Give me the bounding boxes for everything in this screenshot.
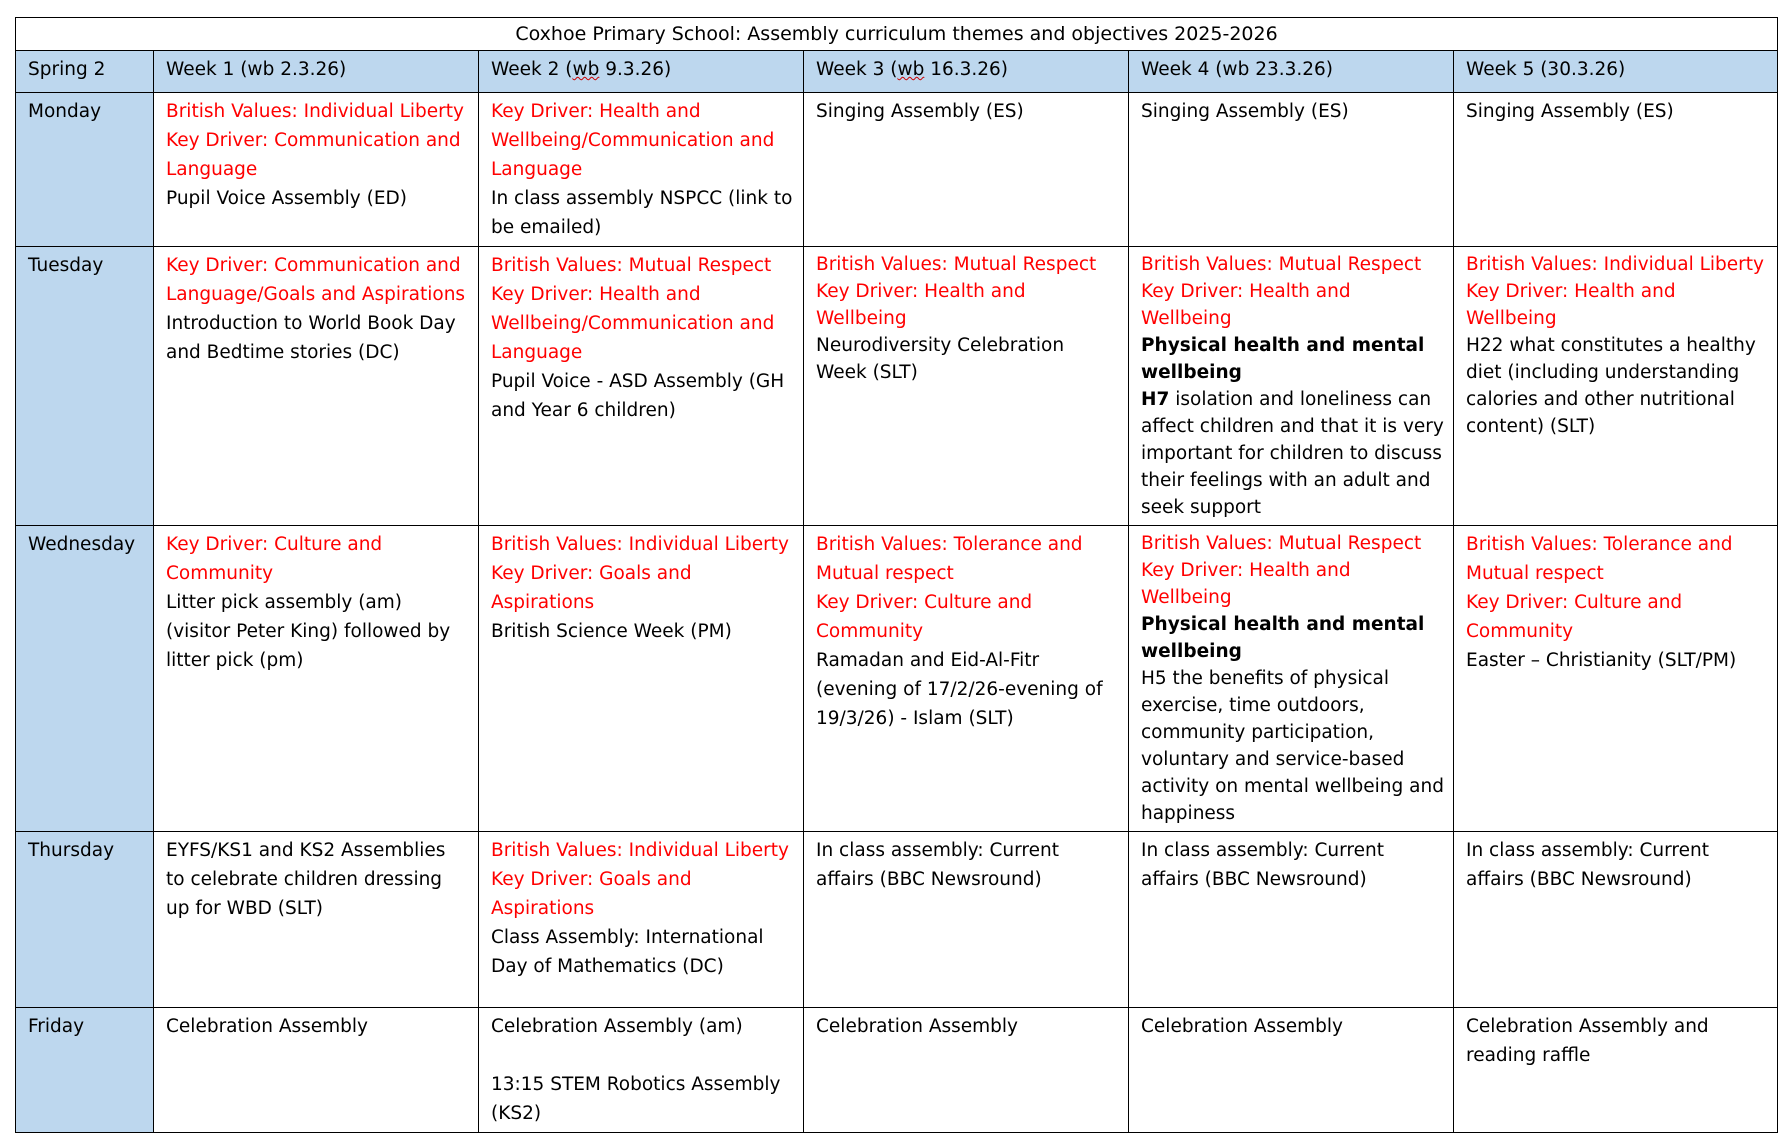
week-header-4: Week 4 (wb 23.3.26) bbox=[1129, 51, 1454, 93]
objective-code: H7 bbox=[1141, 389, 1170, 410]
cell-thursday-week5 bbox=[1454, 832, 1778, 1008]
assembly-text: H22 what constitutes a healthy diet (including understanding calories and other nutritional content) (SLT) bbox=[1466, 335, 1756, 437]
cell-thursday-week2 bbox=[479, 832, 804, 1008]
theme-text: Key Driver: Health and Wellbeing/Communication and Language bbox=[491, 284, 775, 363]
assembly-text: Celebration Assembly and reading raffle bbox=[1466, 1016, 1709, 1066]
title-row bbox=[16, 18, 1778, 51]
objective-text bbox=[1141, 386, 1444, 521]
assembly-text: Neurodiversity Celebration Week (SLT) bbox=[816, 335, 1065, 383]
cell-tuesday-week1 bbox=[154, 247, 479, 526]
cell-wednesday-week4 bbox=[1129, 526, 1454, 832]
theme-text: Key Driver: Culture and Community bbox=[816, 592, 1033, 642]
week-header-1: Week 1 (wb 2.3.26) bbox=[154, 51, 479, 93]
theme-text: British Values: Mutual Respect bbox=[1141, 533, 1422, 554]
day-label: Friday bbox=[16, 1008, 154, 1133]
assembly-text: Ramadan and Eid-Al-Fitr (evening of 17/2/26-evening of 19/3/26) - Islam (SLT) bbox=[816, 650, 1103, 729]
assembly-text: Litter pick assembly (am) (visitor Peter King) followed by litter pick (pm) bbox=[166, 592, 451, 671]
cell-monday-week3 bbox=[804, 93, 1129, 247]
theme-text: British Values: Individual Liberty bbox=[166, 101, 464, 122]
objective-text: H5 the benefits of physical exercise, time outdoors, community participation, voluntary and service-based activity on mental wellbeing and happiness bbox=[1141, 668, 1444, 824]
term-header: Spring 2 bbox=[16, 51, 154, 93]
assembly-text: Introduction to World Book Day and Bedtime stories (DC) bbox=[166, 313, 456, 363]
assembly-text: British Science Week (PM) bbox=[491, 621, 732, 642]
assembly-text: 13:15 STEM Robotics Assembly (KS2) bbox=[491, 1074, 781, 1124]
assembly-text: EYFS/KS1 and KS2 Assemblies to celebrate children dressing up for WBD (SLT) bbox=[166, 840, 446, 919]
cell-monday-week2 bbox=[479, 93, 804, 247]
assembly-text: Celebration Assembly bbox=[166, 1016, 368, 1037]
cell-thursday-week4 bbox=[1129, 832, 1454, 1008]
assembly-text: Easter – Christianity (SLT/PM) bbox=[1466, 650, 1737, 671]
theme-text: Key Driver: Culture and Community bbox=[1466, 592, 1683, 642]
row-monday bbox=[16, 93, 1778, 247]
cell-monday-week5 bbox=[1454, 93, 1778, 247]
week-header-2: Week 2 (wb 9.3.26) bbox=[479, 51, 804, 93]
assembly-text: In class assembly: Current affairs (BBC Newsround) bbox=[816, 840, 1059, 890]
theme-text: British Values: Mutual Respect bbox=[816, 254, 1097, 275]
cell-friday-week2 bbox=[479, 1008, 804, 1133]
assembly-text: Celebration Assembly (am) bbox=[491, 1016, 743, 1037]
theme-text: British Values: Individual Liberty bbox=[1466, 254, 1764, 275]
theme-text: Key Driver: Health and Wellbeing/Communication and Language bbox=[491, 101, 775, 180]
assembly-text: In class assembly: Current affairs (BBC Newsround) bbox=[1141, 840, 1384, 890]
cell-wednesday-week3 bbox=[804, 526, 1129, 832]
cell-wednesday-week2 bbox=[479, 526, 804, 832]
cell-wednesday-week1 bbox=[154, 526, 479, 832]
theme-text: British Values: Mutual Respect bbox=[491, 255, 772, 276]
row-wednesday bbox=[16, 526, 1778, 832]
cell-tuesday-week5 bbox=[1454, 247, 1778, 526]
timetable-table bbox=[15, 17, 1778, 1133]
blank-line bbox=[491, 1041, 794, 1070]
assembly-text: Singing Assembly (ES) bbox=[1466, 101, 1674, 122]
row-tuesday bbox=[16, 247, 1778, 526]
week-header-3: Week 3 (wb 16.3.26) bbox=[804, 51, 1129, 93]
cell-tuesday-week4 bbox=[1129, 247, 1454, 526]
cell-tuesday-week2 bbox=[479, 247, 804, 526]
cell-friday-week3 bbox=[804, 1008, 1129, 1133]
cell-friday-week5 bbox=[1454, 1008, 1778, 1133]
assembly-text: Pupil Voice - ASD Assembly (GH and Year 6 children) bbox=[491, 371, 785, 421]
cell-wednesday-week5 bbox=[1454, 526, 1778, 832]
theme-text: Key Driver: Health and Wellbeing bbox=[1141, 281, 1351, 329]
theme-text: British Values: Tolerance and Mutual respect bbox=[816, 534, 1083, 584]
page-title: Coxhoe Primary School: Assembly curriculum themes and objectives 2025-2026 bbox=[16, 18, 1778, 51]
row-friday bbox=[16, 1008, 1778, 1133]
theme-text: Key Driver: Culture and Community bbox=[166, 534, 383, 584]
assembly-text: Celebration Assembly bbox=[1141, 1016, 1343, 1037]
theme-text: Key Driver: Health and Wellbeing bbox=[1466, 281, 1676, 329]
header-row bbox=[16, 51, 1778, 93]
cell-monday-week1 bbox=[154, 93, 479, 247]
day-label: Thursday bbox=[16, 832, 154, 1008]
day-label: Wednesday bbox=[16, 526, 154, 832]
day-label: Monday bbox=[16, 93, 154, 247]
row-thursday bbox=[16, 832, 1778, 1008]
theme-text: British Values: Mutual Respect bbox=[1141, 254, 1422, 275]
assembly-text: In class assembly: Current affairs (BBC Newsround) bbox=[1466, 840, 1709, 890]
theme-text: Key Driver: Goals and Aspirations bbox=[491, 869, 692, 919]
theme-text: Key Driver: Health and Wellbeing bbox=[816, 281, 1026, 329]
objective-heading: Physical health and mental wellbeing bbox=[1141, 614, 1425, 662]
assembly-text: Singing Assembly (ES) bbox=[816, 101, 1024, 122]
theme-text: British Values: Individual Liberty bbox=[491, 840, 789, 861]
assembly-text: Celebration Assembly bbox=[816, 1016, 1018, 1037]
cell-tuesday-week3 bbox=[804, 247, 1129, 526]
week-header-5: Week 5 (30.3.26) bbox=[1454, 51, 1778, 93]
assembly-text: Class Assembly: International Day of Mathematics (DC) bbox=[491, 927, 764, 977]
day-label: Tuesday bbox=[16, 247, 154, 526]
theme-text: Key Driver: Goals and Aspirations bbox=[491, 563, 692, 613]
theme-text: Key Driver: Health and Wellbeing bbox=[1141, 560, 1351, 608]
assembly-text: In class assembly NSPCC (link to be emailed) bbox=[491, 188, 793, 238]
theme-text: British Values: Individual Liberty bbox=[491, 534, 789, 555]
theme-text: Key Driver: Communication and Language bbox=[166, 130, 461, 180]
cell-thursday-week3 bbox=[804, 832, 1129, 1008]
theme-text: British Values: Tolerance and Mutual respect bbox=[1466, 534, 1733, 584]
assembly-text: Pupil Voice Assembly (ED) bbox=[166, 188, 407, 209]
objective-heading: Physical health and mental wellbeing bbox=[1141, 335, 1425, 383]
objective-description: isolation and loneliness can affect children and that it is very important for children to discuss their feelings with an adult and seek support bbox=[1141, 389, 1444, 518]
assembly-timetable bbox=[15, 17, 1777, 1133]
cell-monday-week4 bbox=[1129, 93, 1454, 247]
cell-thursday-week1 bbox=[154, 832, 479, 1008]
cell-friday-week4 bbox=[1129, 1008, 1454, 1133]
theme-text: Key Driver: Communication and Language/Goals and Aspirations bbox=[166, 255, 466, 305]
cell-friday-week1 bbox=[154, 1008, 479, 1133]
assembly-text: Singing Assembly (ES) bbox=[1141, 101, 1349, 122]
